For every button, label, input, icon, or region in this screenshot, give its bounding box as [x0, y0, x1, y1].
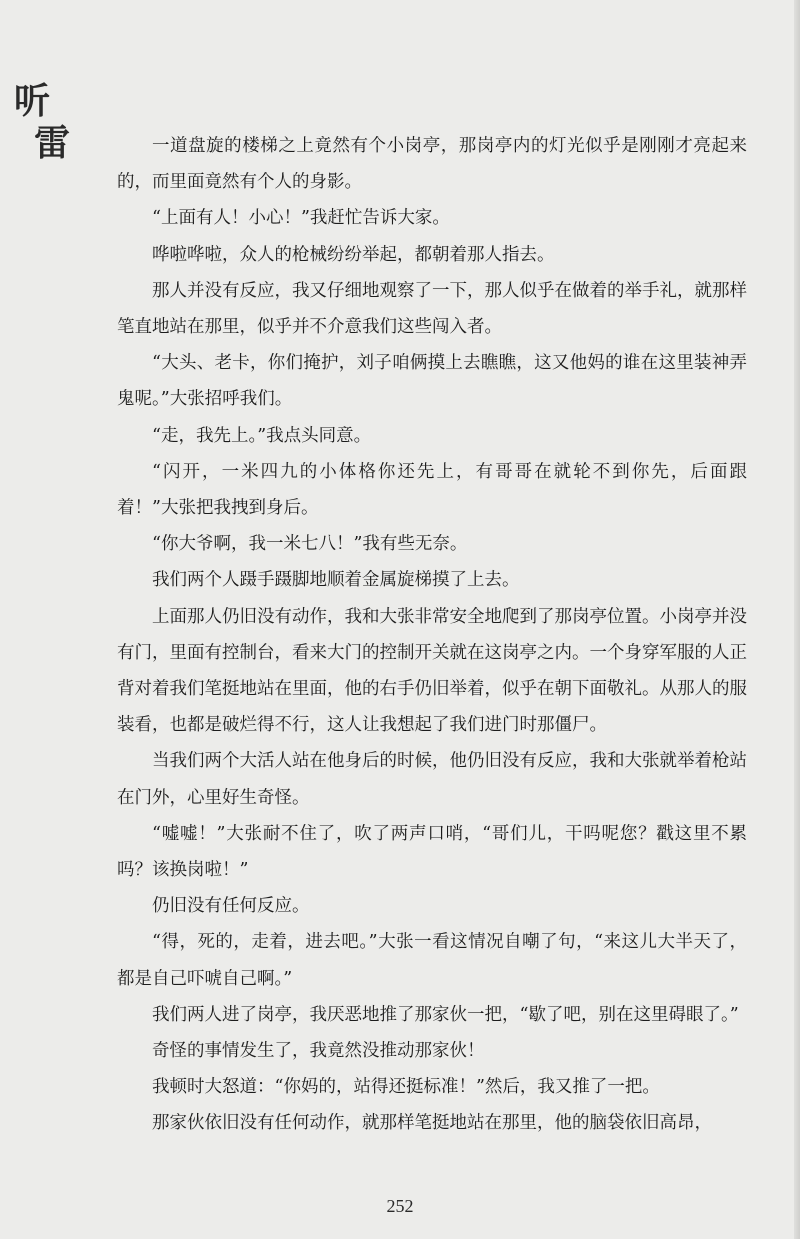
paragraph: “嘘嘘！”大张耐不住了，吹了两声口哨，“哥们儿，干吗呢您？戳这里不累吗？该换岗啦！”	[117, 823, 747, 881]
paragraph: “上面有人！小心！”我赶忙告诉大家。	[152, 208, 450, 229]
paragraph: 我们两个人蹑手蹑脚地顺着金属旋梯摸了上去。	[152, 570, 520, 591]
paragraph: 哗啦哗啦，众人的枪械纷纷举起，都朝着那人指去。	[152, 244, 555, 265]
paragraph: 一道盘旋的楼梯之上竟然有个小岗亭，那岗亭内的灯光似乎是刚刚才亮起来的，而里面竟然有个人的身影。	[117, 136, 747, 193]
running-header-mark	[14, 80, 74, 164]
header-char-2: 雷	[34, 122, 71, 164]
paragraph: 当我们两个大活人站在他身后的时候，他仍旧没有反应，我和大张就举着枪站在门外，心里好生奇怪。	[117, 751, 747, 808]
paragraph: 那家伙依旧没有任何动作，就那样笔挺地站在那里，他的脑袋依旧高昂，	[152, 1113, 712, 1134]
paragraph: 我顿时大怒道：“你妈的，站得还挺标准！”然后，我又推了一把。	[152, 1077, 660, 1098]
paragraph: “得，死的，走着，进去吧。”大张一看这情况自嘲了句，“来这儿大半天了，都是自己吓唬自己啊。”	[117, 932, 747, 989]
page-edge	[794, 0, 800, 1239]
page-number: 252	[386, 1196, 414, 1216]
paragraph: 仍旧没有任何反应。	[152, 896, 310, 917]
paragraph: “走，我先上。”我点头同意。	[152, 425, 372, 446]
paragraph: 上面那人仍旧没有动作，我和大张非常安全地爬到了那岗亭位置。小岗亭并没有门，里面有控制台，看来大门的控制开关就在这岗亭之内。一个身穿军服的人正背对着我们笔挺地站在里面，他的右手仍旧举着，似乎在朝下面敬礼。从那人的服装看，也都是破烂得不行，这人让我想起了我们进门时那僵尸。	[117, 606, 747, 736]
paragraph: 那人并没有反应，我又仔细地观察了一下，那人似乎在做着的举手礼，就那样笔直地站在那里，似乎并不介意我们这些闯入者。	[117, 280, 747, 338]
body-text	[117, 128, 747, 1142]
paragraph: 我们两人进了岗亭，我厌恶地推了那家伙一把，“歇了吧，别在这里碍眼了。”	[152, 1004, 739, 1025]
paragraph: “你大爷啊，我一米七八！”我有些无奈。	[152, 534, 468, 555]
paragraph: “闪开，一米四九的小体格你还先上，有哥哥在就轮不到你先，后面跟着！”大张把我拽到身后。	[117, 461, 747, 519]
paragraph: “大头、老卡，你们掩护，刘子咱俩摸上去瞧瞧，这又他妈的谁在这里装神弄鬼呢。”大张招呼我们。	[117, 353, 747, 410]
paragraph: 奇怪的事情发生了，我竟然没推动那家伙！	[152, 1041, 485, 1062]
header-char-1: 听	[14, 80, 51, 122]
